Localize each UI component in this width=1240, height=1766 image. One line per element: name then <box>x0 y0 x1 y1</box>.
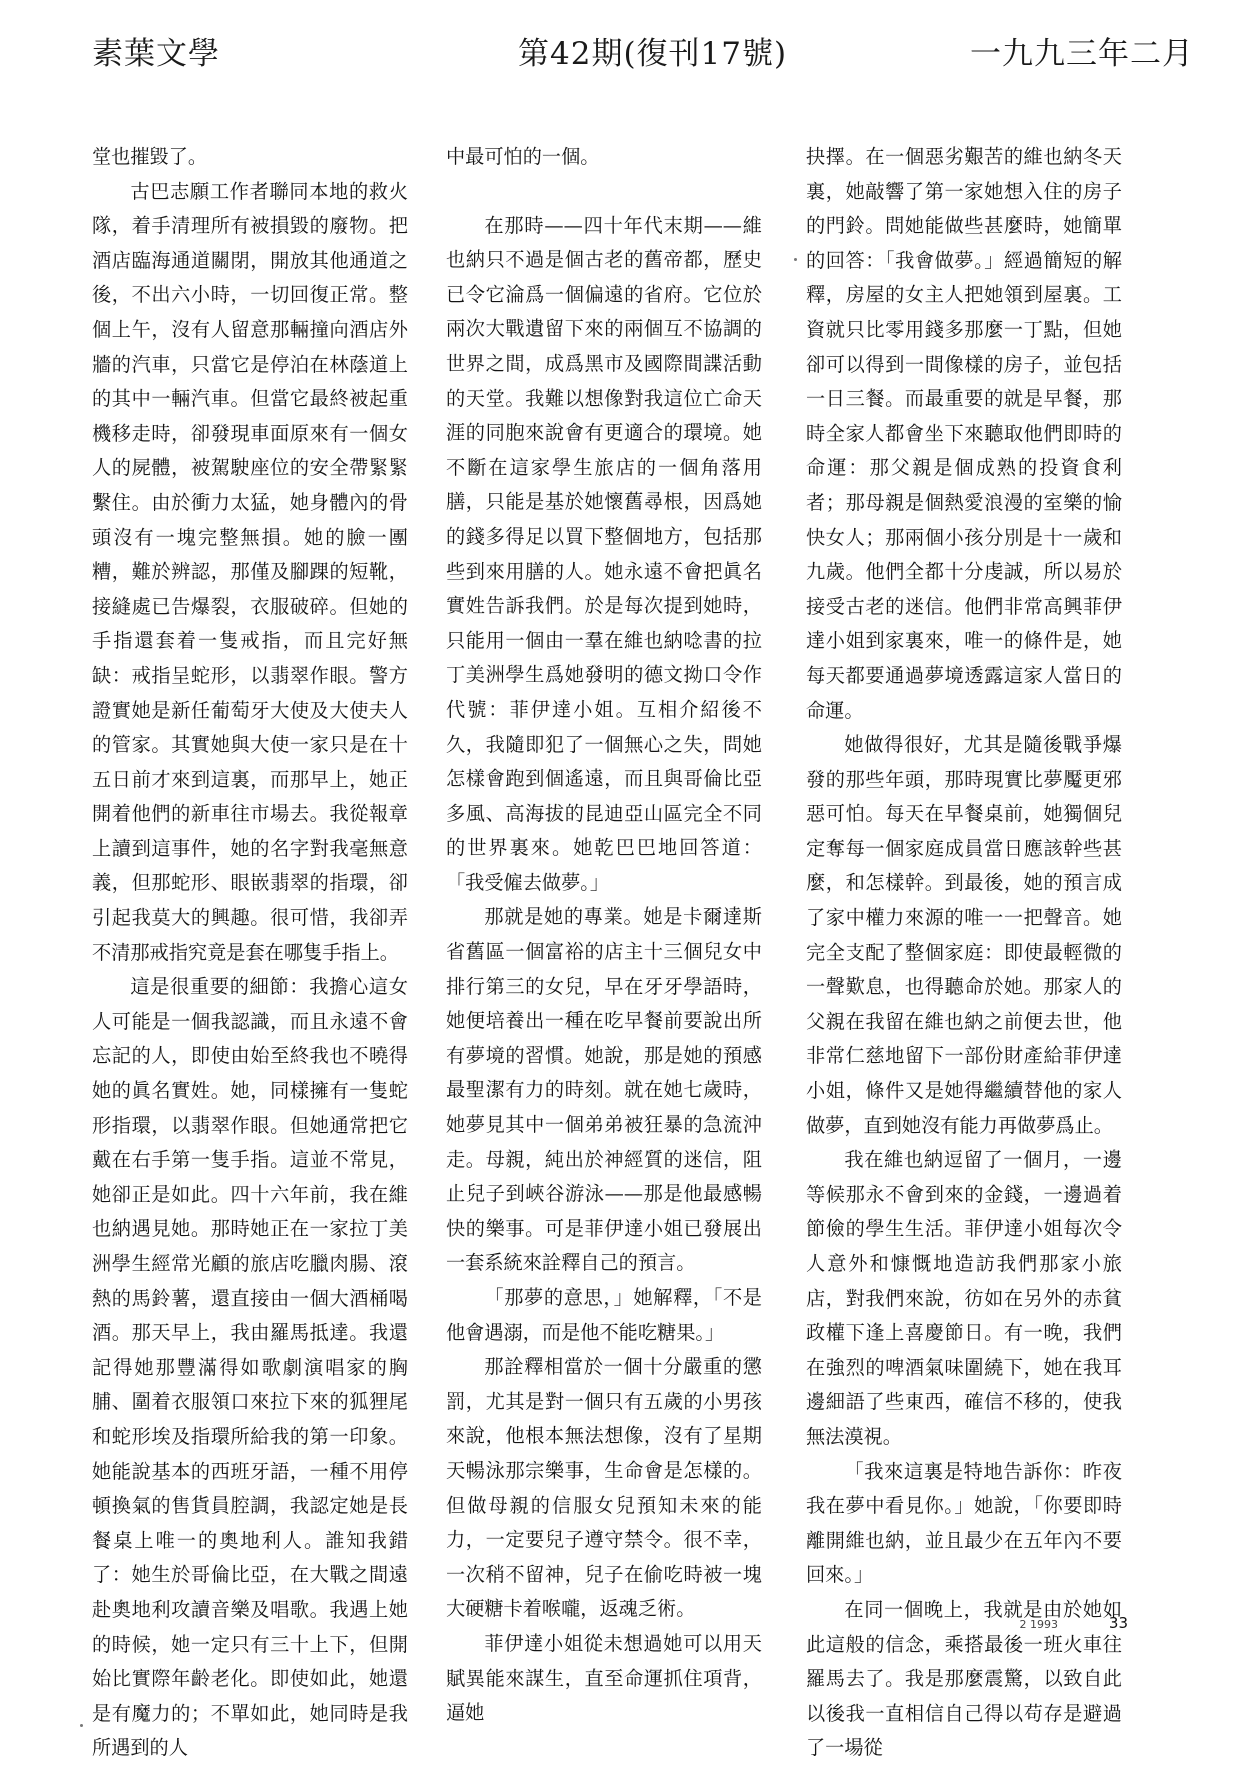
issue-date: 一九九三年二月 <box>970 36 1194 72</box>
text-column-2 <box>446 140 762 1725</box>
paragraph: 「那夢的意思，」她解釋，「不是他會遇溺，而是他不能吃糖果。」 <box>446 1286 762 1344</box>
paragraph: 菲伊達小姐從未想過她可以用天賦異能來謀生，直至命運抓住項背，逼她 <box>446 1631 762 1725</box>
paragraph: 抉擇。在一個惡劣艱苦的維也納冬天裏，她敲響了第一家她想入住的房子的門鈴。問她能做些甚麼時，她簡單的回答：「我會做夢。」經過簡短的解釋，房屋的女主人把她領到屋裏。工資就只比零用錢多那麼一丁點，但她卻可以得到一間像樣的房子，並包括一日三餐。而最重要的就是早餐，那時全家人都會坐下來聽取他們即時的命運：那父親是個成熟的投資食利者；那母親是個熱愛浪漫的室樂的愉快女人；那兩個小孩分別是十一歲和九歲。他們全都十分虔誠，所以易於接受古老的迷信。他們非常高興菲伊達小姐到家裏來，唯一的條件是，她每天都要通過夢境透露這家人當日的命運。 <box>806 145 1122 722</box>
paragraph: 古巴志願工作者聯同本地的救火隊，着手清理所有被損毀的廢物。把酒店臨海通道關閉，開放其他通道之後，不出六小時，一切回復正常。整個上午，沒有人留意那輛撞向酒店外牆的汽車，只當它是停泊在林蔭道上的其中一輛汽車。但當它最終被起重機移走時，卻發現車面原來有一個女人的屍體，被駕駛座位的安全帶緊緊繫住。由於衝力太猛，她身體內的骨頭沒有一塊完整無損。她的臉一團糟，難於辨認，那僅及腳踝的短靴，接縫處已告爆裂，衣服破碎。但她的手指還套着一隻戒指，而且完好無缺：戒指呈蛇形，以翡翠作眼。警方證實她是新任葡萄牙大使及大使夫人的管家。其實她與大使一家只是在十五日前才來到這裏，而那早上，她正開着他們的新車往市場去。我從報章上讀到這事件，她的名字對我毫無意義，但那蛇形、眼嵌翡翠的指環，卻引起我莫大的興趣。很可惜，我卻弄不清那戒指究竟是套在哪隻手指上。 <box>92 179 408 964</box>
footer-date-code: 2 1993 <box>1019 1618 1058 1631</box>
paragraph: 那就是她的專業。她是卡爾達斯省舊區一個富裕的店主十三個兒女中排行第三的女兒，早在牙牙學語時，她便培養出一種在吃早餐前要說出所有夢境的習慣。她說，那是她的預感最聖潔有力的時刻。就在她七歲時，她夢見其中一個弟弟被狂暴的急流沖走。母親，純出於神經質的迷信，阻止兒子到峽谷游泳——那是他最感暢快的樂事。可是菲伊達小姐已發展出一套系統來詮釋自己的預言。 <box>446 905 762 1275</box>
text-column-1 <box>92 140 408 1760</box>
issue-number: 第42期(復刊17號) <box>518 36 788 72</box>
scan-speck <box>794 258 797 261</box>
paragraph: 在同一個晚上，我就是由於她如此這般的信念，乘搭最後一班火車往羅馬去了。我是那麼震驚，以致自此以後我一直相信自己得以苟存是避過了一場從 <box>806 1597 1122 1760</box>
paragraph: 在那時——四十年代末期——維也納只不過是個古老的舊帝都，歷史已令它淪爲一個偏遠的省府。它位於兩次大戰遺留下來的兩個互不協調的世界之間，成爲黑市及國際間諜活動的天堂。我難以想像對我這位亡命天涯的同胞來說會有更適合的環境。她不斷在這家學生旅店的一個角落用膳，只能是基於她懷舊尋根，因爲她的錢多得足以買下整個地方，包括那些到來用膳的人。她永遠不會把眞名實姓告訴我們。於是每次提到她時，只能用一個由一羣在維也納唸書的拉丁美洲學生爲她發明的德文拗口令作代號：菲伊達小姐。互相介紹後不久，我隨即犯了一個無心之失，問她怎樣會跑到個遙遠，而且與哥倫比亞多風、高海拔的昆迪亞山區完全不同的世界裏來。她乾巴巴地回答道：「我受僱去做夢。」 <box>446 213 762 894</box>
paragraph: 「我來這裏是特地告訴你：昨夜我在夢中看見你。」她說，「你要即時離開維也納，並且最少在五年內不要回來。」 <box>806 1459 1122 1587</box>
page-number: 33 <box>1108 1614 1128 1632</box>
paragraph: 她做得很好，尤其是隨後戰爭爆發的那些年頭，那時現實比夢魘更邪惡可怕。每天在早餐桌前，她獨個兒定奪每一個家庭成員當日應該幹些甚麼，和怎樣幹。到最後，她的預言成了家中權力來源的唯一一把聲音。她完全支配了整個家庭：即使最輕微的一聲歎息，也得聽命於她。那家人的父親在我留在維也納之前便去世，他非常仁慈地留下一部份財產給菲伊達小姐，條件又是她得繼續替他的家人做夢，直到她沒有能力再做夢爲止。 <box>806 733 1122 1137</box>
paragraph: 那詮釋相當於一個十分嚴重的懲罰，尤其是對一個只有五歲的小男孩來說，他根本無法想像，沒有了星期天暢泳那宗樂事，生命會是怎樣的。但做母親的信服女兒預知未來的能力，一定要兒子遵守禁令。很不幸，一次稍不留神，兒子在偷吃時被一塊大硬糖卡着喉嚨，返魂乏術。 <box>446 1355 762 1621</box>
paragraph: 這是很重要的細節：我擔心這女人可能是一個我認識，而且永遠不會忘記的人，即使由始至終我也不曉得她的眞名實姓。她，同樣擁有一隻蛇形指環，以翡翠作眼。但她通常把它戴在右手第一隻手指。這並不常見，她卻正是如此。四十六年前，我在維也納遇見她。那時她正在一家拉丁美洲學生經常光顧的旅店吃臘肉腸、滾熱的馬鈴薯，還直接由一個大酒桶喝酒。那天早上，我由羅馬抵達。我還記得她那豐滿得如歌劇演唱家的胸脯、圍着衣服領口來拉下來的狐狸尾和蛇形埃及指環所給我的第一印象。她能說基本的西班牙語，一種不用停頓換氣的售貨員腔調，我認定她是長餐桌上唯一的奧地利人。誰知我錯了：她生於哥倫比亞，在大戰之間遠赴奧地利攻讀音樂及唱歌。我遇上她的時候，她一定只有三十上下，但開始比實際年齡老化。即使如此，她還是有魔力的；不單如此，她同時是我所遇到的人 <box>92 975 408 1760</box>
paragraph: 我在維也納逗留了一個月，一邊等候那永不會到來的金錢，一邊過着節儉的學生生活。菲伊達小姐每次令人意外和慷慨地造訪我們那家小旅店，對我們來說，彷如在另外的赤貧政權下逢上喜慶節日。有一晚，我們在強烈的啤酒氣味圍繞下，她在我耳邊細語了些東西，確信不移的，使我無法漠視。 <box>806 1148 1122 1448</box>
paragraph: 堂也摧毀了。 <box>92 145 208 168</box>
scan-speck <box>80 1724 83 1727</box>
magazine-name: 素葉文學 <box>92 36 220 72</box>
running-header <box>0 28 1240 78</box>
paragraph: 中最可怕的一個。 <box>446 145 600 168</box>
